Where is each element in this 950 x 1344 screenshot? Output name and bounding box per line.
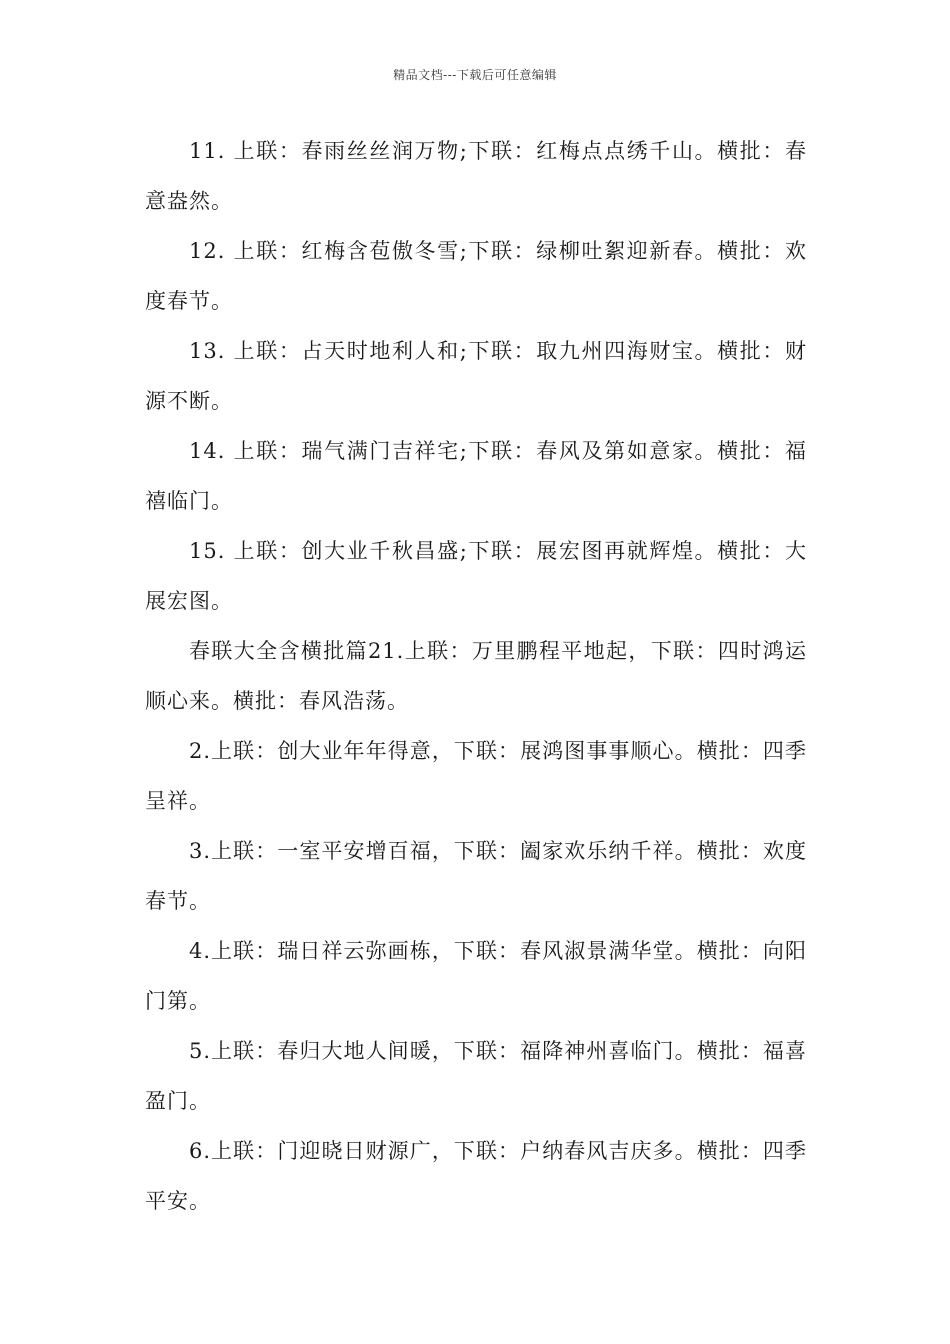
couplet-paragraph-5: 5.上联：春归大地人间暖，下联：福降神州喜临门。横批：福喜盈门。 — [145, 1039, 807, 1113]
couplet-paragraph-11: 11. 上联：春雨丝丝润万物;下联：红梅点点绣千山。横批：春意盎然。 — [145, 139, 807, 213]
page-header: 精品文档---下载后可任意编辑 — [393, 68, 557, 82]
couplet-paragraph-2: 2.上联：创大业年年得意，下联：展鸿图事事顺心。横批：四季呈祥。 — [145, 739, 807, 813]
couplet-paragraph-14: 14. 上联：瑞气满门吉祥宅;下联：春风及第如意家。横批：福禧临门。 — [145, 439, 807, 513]
couplet-paragraph-12: 12. 上联：红梅含苞傲冬雪;下联：绿柳吐絮迎新春。横批：欢度春节。 — [145, 239, 807, 313]
couplet-paragraph-3: 3.上联：一室平安增百福，下联：阖家欢乐纳千祥。横批：欢度春节。 — [145, 839, 807, 913]
section-2-intro-paragraph: 春联大全含横批篇21.上联：万里鹏程平地起，下联：四时鸿运顺心来。横批：春风浩荡。 — [145, 639, 807, 713]
couplet-paragraph-4: 4.上联：瑞日祥云弥画栋，下联：春风淑景满华堂。横批：向阳门第。 — [145, 939, 807, 1013]
couplet-paragraph-15: 15. 上联：创大业千秋昌盛;下联：展宏图再就辉煌。横批：大展宏图。 — [145, 539, 807, 613]
couplet-paragraph-6: 6.上联：门迎晓日财源广，下联：户纳春风吉庆多。横批：四季平安。 — [145, 1139, 807, 1213]
couplet-paragraph-13: 13. 上联：占天时地利人和;下联：取九州四海财宝。横批：财源不断。 — [145, 339, 807, 413]
document-body — [145, 126, 807, 1226]
